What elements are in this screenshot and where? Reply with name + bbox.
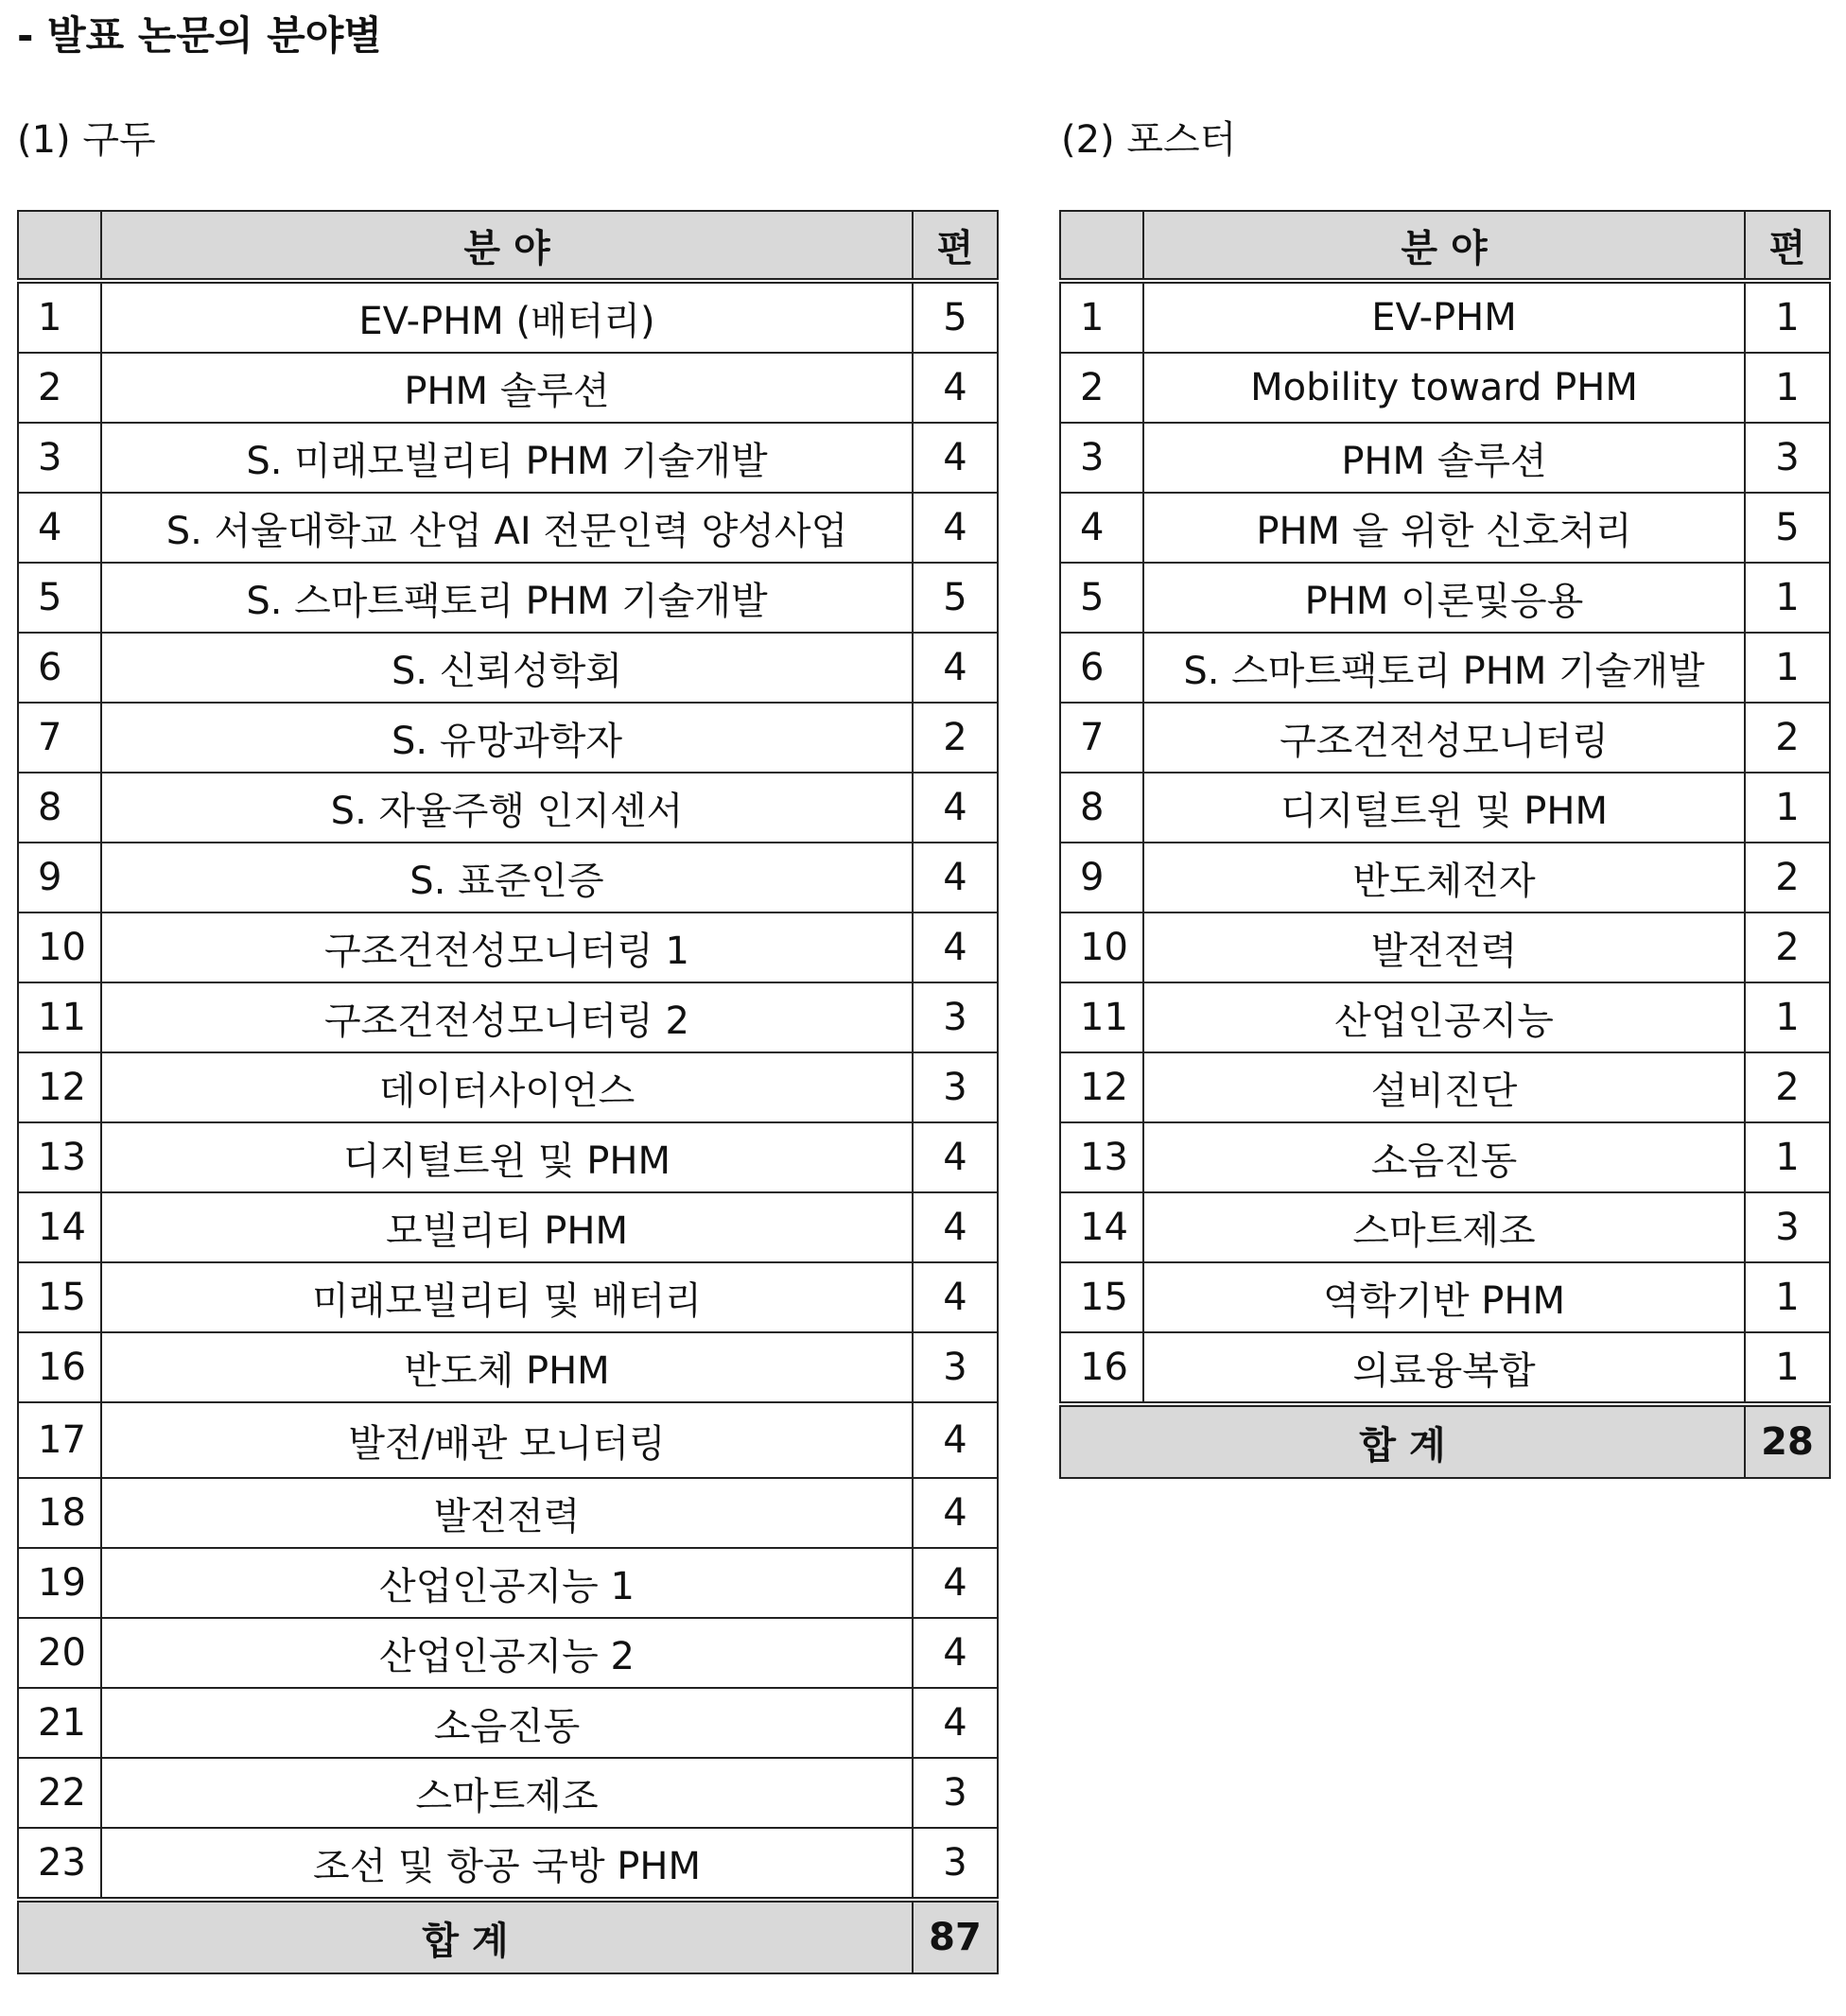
row-count: 2 bbox=[1745, 703, 1830, 773]
row-field: Mobility toward PHM bbox=[1143, 353, 1745, 423]
row-field: 구조건전성모니터링 2 bbox=[101, 982, 913, 1052]
row-number: 22 bbox=[18, 1758, 101, 1828]
row-field: 구조건전성모니터링 1 bbox=[101, 912, 913, 982]
row-number: 16 bbox=[1060, 1332, 1143, 1404]
row-number: 18 bbox=[18, 1478, 101, 1548]
page-heading: - 발표 논문의 분야별 bbox=[17, 12, 382, 59]
table-row bbox=[18, 1262, 998, 1332]
row-field: S. 자율주행 인지센서 bbox=[101, 773, 913, 843]
row-field: 반도체 PHM bbox=[101, 1332, 913, 1402]
row-field: S. 미래모빌리티 PHM 기술개발 bbox=[101, 423, 913, 493]
table-row bbox=[1060, 912, 1830, 982]
row-count: 1 bbox=[1745, 982, 1830, 1052]
row-field: 데이터사이언스 bbox=[101, 1052, 913, 1122]
row-field: 디지털트윈 및 PHM bbox=[1143, 773, 1745, 843]
table-row bbox=[1060, 982, 1830, 1052]
row-field: 스마트제조 bbox=[101, 1758, 913, 1828]
row-field: 발전/배관 모니터링 bbox=[101, 1402, 913, 1478]
row-number: 10 bbox=[1060, 912, 1143, 982]
row-count: 4 bbox=[913, 633, 998, 703]
row-field: 산업인공지능 1 bbox=[101, 1548, 913, 1618]
row-number: 4 bbox=[1060, 493, 1143, 563]
row-number: 12 bbox=[1060, 1052, 1143, 1122]
row-number: 8 bbox=[1060, 773, 1143, 843]
row-count: 4 bbox=[913, 1688, 998, 1758]
row-field: 설비진단 bbox=[1143, 1052, 1745, 1122]
row-number: 13 bbox=[18, 1122, 101, 1192]
row-count: 3 bbox=[913, 1332, 998, 1402]
row-number: 21 bbox=[18, 1688, 101, 1758]
table-row bbox=[18, 843, 998, 912]
table-row bbox=[1060, 353, 1830, 423]
row-count: 4 bbox=[913, 1262, 998, 1332]
row-field: S. 스마트팩토리 PHM 기술개발 bbox=[101, 563, 913, 633]
header-field: 분 야 bbox=[101, 211, 913, 281]
row-number: 4 bbox=[18, 493, 101, 563]
row-field: EV-PHM (배터리) bbox=[101, 281, 913, 353]
total-value: 87 bbox=[913, 1900, 998, 1973]
row-number: 16 bbox=[18, 1332, 101, 1402]
row-number: 7 bbox=[18, 703, 101, 773]
row-count: 4 bbox=[913, 1402, 998, 1478]
oral-table bbox=[17, 210, 999, 1974]
table-row bbox=[18, 773, 998, 843]
row-count: 4 bbox=[913, 1618, 998, 1688]
table-row bbox=[18, 1548, 998, 1618]
oral-subtitle: (1) 구두 bbox=[17, 118, 156, 162]
row-count: 4 bbox=[913, 843, 998, 912]
row-number: 5 bbox=[18, 563, 101, 633]
row-number: 15 bbox=[1060, 1262, 1143, 1332]
row-count: 4 bbox=[913, 1192, 998, 1262]
row-field: 조선 및 항공 국방 PHM bbox=[101, 1828, 913, 1900]
row-count: 3 bbox=[1745, 423, 1830, 493]
table-row bbox=[1060, 633, 1830, 703]
row-field: 발전전력 bbox=[101, 1478, 913, 1548]
row-number: 2 bbox=[1060, 353, 1143, 423]
table-row bbox=[1060, 1332, 1830, 1404]
row-field: S. 표준인증 bbox=[101, 843, 913, 912]
row-number: 11 bbox=[1060, 982, 1143, 1052]
row-number: 14 bbox=[1060, 1192, 1143, 1262]
row-number: 12 bbox=[18, 1052, 101, 1122]
row-field: PHM 솔루션 bbox=[1143, 423, 1745, 493]
row-count: 2 bbox=[1745, 843, 1830, 912]
total-label: 합 계 bbox=[18, 1900, 913, 1973]
row-number: 23 bbox=[18, 1828, 101, 1900]
table-row bbox=[1060, 1262, 1830, 1332]
row-count: 4 bbox=[913, 912, 998, 982]
table-row bbox=[18, 423, 998, 493]
row-count: 3 bbox=[913, 1828, 998, 1900]
row-field: 구조건전성모니터링 bbox=[1143, 703, 1745, 773]
table-row bbox=[1060, 1052, 1830, 1122]
row-count: 4 bbox=[913, 773, 998, 843]
table-row bbox=[18, 493, 998, 563]
row-number: 9 bbox=[18, 843, 101, 912]
table-row bbox=[1060, 843, 1830, 912]
row-field: 의료융복합 bbox=[1143, 1332, 1745, 1404]
table-row bbox=[18, 1052, 998, 1122]
table-row bbox=[18, 703, 998, 773]
row-count: 4 bbox=[913, 1478, 998, 1548]
row-number: 13 bbox=[1060, 1122, 1143, 1192]
row-number: 8 bbox=[18, 773, 101, 843]
table-row bbox=[18, 912, 998, 982]
table-row bbox=[1060, 423, 1830, 493]
row-number: 19 bbox=[18, 1548, 101, 1618]
table-row bbox=[1060, 1122, 1830, 1192]
row-count: 4 bbox=[913, 423, 998, 493]
row-count: 1 bbox=[1745, 353, 1830, 423]
row-count: 5 bbox=[1745, 493, 1830, 563]
row-count: 3 bbox=[1745, 1192, 1830, 1262]
table-row bbox=[18, 1618, 998, 1688]
row-number: 5 bbox=[1060, 563, 1143, 633]
row-count: 5 bbox=[913, 281, 998, 353]
table-row bbox=[18, 1828, 998, 1900]
row-number: 17 bbox=[18, 1402, 101, 1478]
row-field: 역학기반 PHM bbox=[1143, 1262, 1745, 1332]
table-row bbox=[18, 1192, 998, 1262]
row-count: 2 bbox=[913, 703, 998, 773]
row-number: 14 bbox=[18, 1192, 101, 1262]
table-header-row bbox=[1060, 211, 1830, 281]
row-field: 산업인공지능 bbox=[1143, 982, 1745, 1052]
row-field: 스마트제조 bbox=[1143, 1192, 1745, 1262]
row-field: 소음진동 bbox=[1143, 1122, 1745, 1192]
table-row bbox=[1060, 1192, 1830, 1262]
table-row bbox=[1060, 773, 1830, 843]
row-count: 3 bbox=[913, 982, 998, 1052]
row-count: 5 bbox=[913, 563, 998, 633]
row-count: 1 bbox=[1745, 1122, 1830, 1192]
row-count: 4 bbox=[913, 1548, 998, 1618]
row-field: 소음진동 bbox=[101, 1688, 913, 1758]
row-count: 1 bbox=[1745, 1332, 1830, 1404]
table-row bbox=[18, 633, 998, 703]
row-count: 3 bbox=[913, 1052, 998, 1122]
row-field: S. 유망과학자 bbox=[101, 703, 913, 773]
table-row bbox=[18, 353, 998, 423]
header-count: 편 bbox=[913, 211, 998, 281]
row-field: S. 신뢰성학회 bbox=[101, 633, 913, 703]
total-row bbox=[18, 1900, 998, 1973]
row-count: 2 bbox=[1745, 1052, 1830, 1122]
row-count: 2 bbox=[1745, 912, 1830, 982]
row-field: PHM 이론및응용 bbox=[1143, 563, 1745, 633]
row-count: 4 bbox=[913, 493, 998, 563]
header-blank-cell bbox=[1060, 211, 1143, 281]
row-count: 4 bbox=[913, 1122, 998, 1192]
total-row bbox=[1060, 1404, 1830, 1478]
row-count: 1 bbox=[1745, 773, 1830, 843]
table-row bbox=[1060, 493, 1830, 563]
row-number: 1 bbox=[18, 281, 101, 353]
table-header-row bbox=[18, 211, 998, 281]
row-count: 3 bbox=[913, 1758, 998, 1828]
row-field: PHM 솔루션 bbox=[101, 353, 913, 423]
total-label: 합 계 bbox=[1060, 1404, 1745, 1478]
row-number: 1 bbox=[1060, 281, 1143, 353]
total-value: 28 bbox=[1745, 1404, 1830, 1478]
table-row bbox=[18, 982, 998, 1052]
row-number: 3 bbox=[1060, 423, 1143, 493]
row-number: 9 bbox=[1060, 843, 1143, 912]
row-number: 15 bbox=[18, 1262, 101, 1332]
header-field: 분 야 bbox=[1143, 211, 1745, 281]
table-row bbox=[1060, 703, 1830, 773]
row-count: 4 bbox=[913, 353, 998, 423]
row-field: 미래모빌리티 및 배터리 bbox=[101, 1262, 913, 1332]
row-field: S. 서울대학교 산업 AI 전문인력 양성사업 bbox=[101, 493, 913, 563]
row-field: S. 스마트팩토리 PHM 기술개발 bbox=[1143, 633, 1745, 703]
table-row bbox=[18, 563, 998, 633]
poster-subtitle: (2) 포스터 bbox=[1061, 118, 1237, 162]
row-number: 6 bbox=[18, 633, 101, 703]
row-field: PHM 을 위한 신호처리 bbox=[1143, 493, 1745, 563]
row-number: 2 bbox=[18, 353, 101, 423]
table-row bbox=[18, 281, 998, 353]
row-number: 7 bbox=[1060, 703, 1143, 773]
row-number: 10 bbox=[18, 912, 101, 982]
row-field: 발전전력 bbox=[1143, 912, 1745, 982]
table-row bbox=[18, 1122, 998, 1192]
row-field: 산업인공지능 2 bbox=[101, 1618, 913, 1688]
table-row bbox=[18, 1688, 998, 1758]
row-count: 1 bbox=[1745, 563, 1830, 633]
row-field: EV-PHM bbox=[1143, 281, 1745, 353]
table-row bbox=[18, 1478, 998, 1548]
row-count: 1 bbox=[1745, 1262, 1830, 1332]
row-count: 1 bbox=[1745, 633, 1830, 703]
row-field: 반도체전자 bbox=[1143, 843, 1745, 912]
row-field: 디지털트윈 및 PHM bbox=[101, 1122, 913, 1192]
table-row bbox=[18, 1402, 998, 1478]
row-field: 모빌리티 PHM bbox=[101, 1192, 913, 1262]
poster-table bbox=[1059, 210, 1831, 1479]
table-row bbox=[1060, 281, 1830, 353]
header-count: 편 bbox=[1745, 211, 1830, 281]
header-blank-cell bbox=[18, 211, 101, 281]
row-number: 3 bbox=[18, 423, 101, 493]
row-number: 6 bbox=[1060, 633, 1143, 703]
row-number: 11 bbox=[18, 982, 101, 1052]
table-row bbox=[18, 1758, 998, 1828]
table-row bbox=[1060, 563, 1830, 633]
row-count: 1 bbox=[1745, 281, 1830, 353]
row-number: 20 bbox=[18, 1618, 101, 1688]
table-row bbox=[18, 1332, 998, 1402]
